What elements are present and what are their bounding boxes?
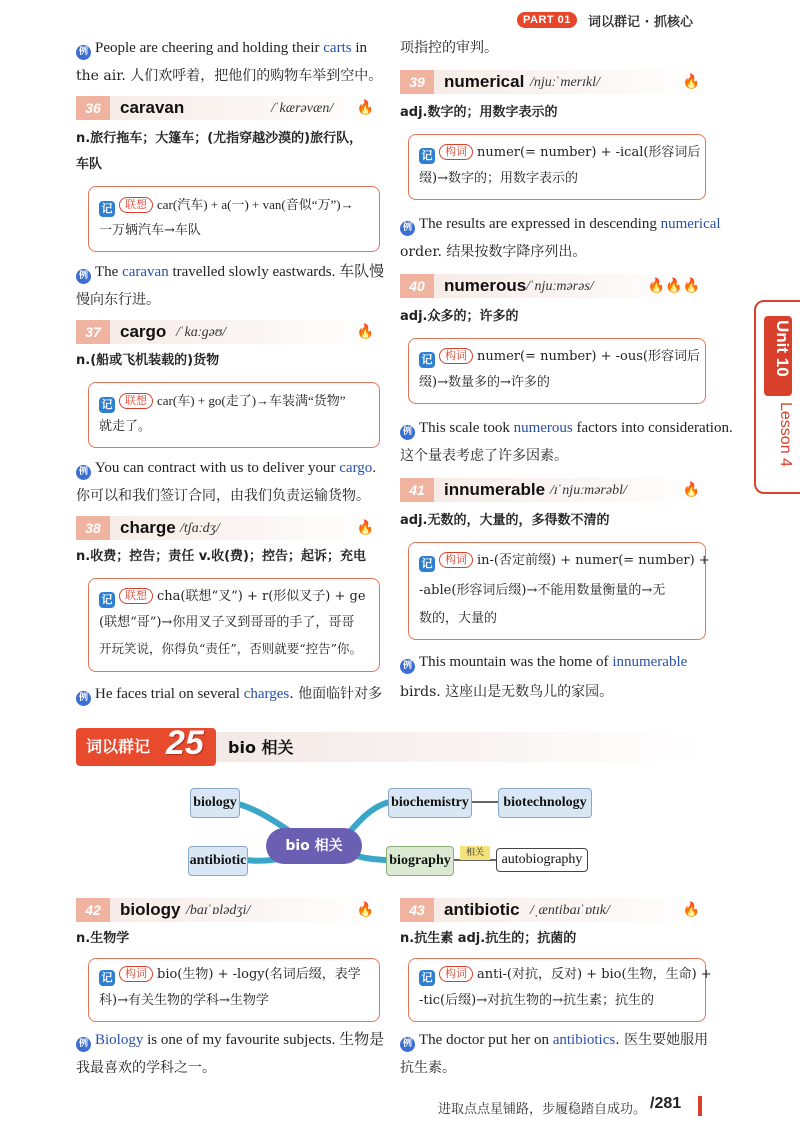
example-sentence: 例 This scale took numerous factors into consideration. — [400, 418, 733, 440]
memory-icon: 记 — [419, 148, 435, 164]
frequency-flame-icon: 🔥 — [356, 100, 374, 116]
example-translation: 你可以和我们签订合同，由我们负责运输货物。 — [76, 488, 370, 504]
section-banner — [76, 724, 706, 762]
memo-tag: 联想 — [119, 197, 153, 213]
headword: numerous — [444, 276, 527, 295]
pronunciation: /njuːˈmerɪkl/ — [530, 75, 600, 90]
entry-number: 43 — [400, 898, 434, 922]
pronunciation: /ɪˈnjuːmərəbl/ — [550, 483, 627, 498]
definition: n.收费；控告；责任 v.收(费)；控告；起诉；充电 — [76, 549, 366, 564]
entry-number: 42 — [76, 898, 110, 922]
example-sentence: 例 People are cheering and holding their carts in — [76, 38, 367, 60]
example-translation: 慢向东行进。 — [76, 292, 160, 308]
frequency-flame-icon: 🔥 — [356, 324, 374, 340]
memo-text: 科)→有关生物的学科→生物学 — [99, 993, 269, 1008]
footer-motto: 进取点点星铺路，步履稳踏自成功。 — [438, 1102, 647, 1117]
node-antibiotic: antibiotic — [188, 846, 248, 876]
example-sentence: 例 The caravan travelled slowly eastwards. 车队慢 — [76, 262, 384, 284]
lesson-label: Lesson 4 — [777, 402, 794, 467]
example-sentence: 例 He faces trial on several charges. 他面临针对多 — [76, 684, 382, 706]
entry-antibiotic — [400, 898, 704, 922]
memory-box: 记 联想 car(汽车) + a(一) + van(音似“万”)→ 一万辆汽车→车队 — [88, 186, 380, 252]
memo-tag: 构词 — [439, 144, 473, 160]
page-marker — [698, 1096, 702, 1116]
memory-box: 记 构词 anti-(对抗，反对) + bio(生物，生命) + -tic(后缀)→对抗生物的→抗生素；抗生的 — [408, 958, 706, 1022]
example-icon: 例 — [400, 221, 415, 236]
definition: adj.无数的，大量的，多得数不清的 — [400, 513, 610, 528]
memo-tag: 联想 — [119, 393, 153, 409]
memo-text: -able(形容词后缀)→不能用数量衡量的→无 — [419, 583, 666, 598]
memo-text: 数的，大量的 — [419, 611, 498, 626]
memory-icon: 记 — [99, 592, 115, 608]
frequency-flame-icon: 🔥 — [682, 74, 700, 90]
page-number: /281 — [650, 1095, 682, 1112]
example-translation: 项指控的审判。 — [400, 40, 498, 56]
node-biography: biography — [386, 846, 454, 876]
example-translation: birds. 这座山是无数鸟儿的家园。 — [400, 684, 614, 700]
example-icon: 例 — [400, 425, 415, 440]
node-biotechnology: biotechnology — [498, 788, 592, 818]
memory-icon: 记 — [419, 556, 435, 572]
example-icon: 例 — [400, 659, 415, 674]
frequency-flame-icon: 🔥 — [682, 902, 700, 918]
headword: numerical — [444, 72, 525, 91]
memo-tag: 构词 — [439, 552, 473, 568]
frequency-flame-icon: 🔥 — [356, 902, 374, 918]
memory-box: 记 构词 in-(否定前缀) + numer(= number) + -able(形容词后缀)→不能用数量衡量的→无 数的，大量的 — [408, 542, 706, 640]
example-icon: 例 — [76, 465, 91, 480]
memo-tag: 构词 — [439, 348, 473, 364]
pronunciation: /ˌæntibaɪˈɒtɪk/ — [530, 903, 610, 918]
example-translation: order. 结果按数字降序列出。 — [400, 244, 587, 260]
section-badge — [76, 724, 216, 766]
entry-number: 37 — [76, 320, 110, 344]
definition: n.生物学 — [76, 931, 130, 946]
definition: adj.数字的；用数字表示的 — [400, 105, 558, 120]
memo-text: 一万辆汽车→车队 — [99, 223, 201, 238]
definition-cont: 车队 — [76, 157, 103, 172]
memory-box: 记 构词 bio(生物) + -logy(名词后缀，表学 科)→有关生物的学科→生物学 — [88, 958, 380, 1022]
entry-number: 41 — [400, 478, 434, 502]
memory-icon: 记 — [99, 970, 115, 986]
headword: cargo — [120, 322, 167, 341]
entry-numerous — [400, 274, 704, 298]
section-subtitle: bio 相关 — [228, 738, 294, 757]
pronunciation: /ˈkærəvæn/ — [271, 101, 334, 116]
memory-box: 记 构词 numer(= number) + -ous(形容词后 缀)→数量多的→许多的 — [408, 338, 706, 404]
definition: n.抗生素 adj.抗生的；抗菌的 — [400, 931, 577, 946]
memo-tag: 构词 — [439, 966, 473, 982]
entry-number: 36 — [76, 96, 110, 120]
example-translation: 抗生素。 — [400, 1060, 456, 1076]
example-icon: 例 — [76, 1037, 91, 1052]
unit-side-tab — [754, 300, 800, 494]
node-autobiography: autobiography — [496, 848, 588, 872]
mindmap-center: bio 相关 — [266, 828, 362, 864]
memory-box: 记 联想 cha(联想“叉”) + r(形似叉子) + ge (联想“哥”)→你用叉子叉到哥哥的手了，哥哥 开玩笑说，你得负“责任”，否则就要“控告”你。 — [88, 578, 380, 672]
example-sentence: 例 The results are expressed in descending numerical — [400, 214, 721, 236]
entry-charge — [76, 516, 378, 540]
memo-tag: 构词 — [119, 966, 153, 982]
definition: adj.众多的；许多的 — [400, 309, 519, 324]
definition: n.(船或飞机装载的)货物 — [76, 353, 220, 368]
headword: antibiotic — [444, 900, 520, 919]
memory-box: 记 构词 numer(= number) + -ical(形容词后 缀)→数字的；用数字表示的 — [408, 134, 706, 200]
node-biochemistry: biochemistry — [388, 788, 472, 818]
pronunciation: /ˈkɑːgəʊ/ — [176, 325, 227, 340]
definition: n.旅行拖车；大篷车；(尤指穿越沙漠的)旅行队， — [76, 131, 363, 146]
example-sentence: 例 Biology is one of my favourite subjects. 生物是 — [76, 1030, 384, 1052]
node-biology: biology — [190, 788, 240, 818]
section-number: 25 — [166, 724, 204, 762]
memory-icon: 记 — [419, 970, 435, 986]
example-icon: 例 — [76, 269, 91, 284]
example-icon: 例 — [76, 45, 91, 60]
example-icon: 例 — [400, 1037, 415, 1052]
entry-number: 39 — [400, 70, 434, 94]
header-title: 词以群记 · 抓核心 — [588, 15, 693, 30]
entry-number: 38 — [76, 516, 110, 540]
memory-box: 记 联想 car(车) + go(走了)→车装满“货物” 就走了。 — [88, 382, 380, 448]
example-sentence: 例 This mountain was the home of innumerable — [400, 652, 687, 674]
headword: charge — [120, 518, 176, 537]
example-translation: the air. 人们欢呼着，把他们的购物车举到空中。 — [76, 68, 383, 84]
example-sentence: 例 You can contract with us to deliver your cargo. — [76, 458, 376, 480]
memo-tag: 联想 — [119, 588, 153, 604]
example-translation: 我最喜欢的学科之一。 — [76, 1060, 216, 1076]
pronunciation: /baɪˈɒlədʒi/ — [186, 903, 251, 918]
relation-tag: 相关 — [460, 846, 490, 860]
memo-text: 缀)→数量多的→许多的 — [419, 375, 550, 390]
entry-caravan — [76, 96, 378, 120]
entry-biology — [76, 898, 378, 922]
example-translation: 这个量表考虑了许多因素。 — [400, 448, 568, 464]
entry-number: 40 — [400, 274, 434, 298]
entry-innumerable — [400, 478, 704, 502]
entry-cargo — [76, 320, 378, 344]
memo-text: -tic(后缀)→对抗生物的→抗生素；抗生的 — [419, 993, 654, 1008]
entry-numerical — [400, 70, 704, 94]
section-label: 词以群记 — [86, 737, 151, 756]
frequency-flame-icon: 🔥 — [682, 482, 700, 498]
frequency-flame-icon: 🔥🔥🔥 — [647, 278, 700, 294]
unit-label: Unit 10 — [773, 320, 792, 377]
example-icon: 例 — [76, 691, 91, 706]
memory-icon: 记 — [99, 397, 115, 413]
memo-text: (联想“哥”)→你用叉子叉到哥哥的手了，哥哥 — [99, 615, 355, 630]
memory-icon: 记 — [419, 352, 435, 368]
pronunciation: /tʃɑːdʒ/ — [180, 521, 220, 536]
memo-text: 开玩笑说，你得负“责任”，否则就要“控告”你。 — [99, 641, 363, 656]
memory-icon: 记 — [99, 201, 115, 217]
headword: caravan — [120, 98, 185, 117]
example-sentence: 例 The doctor put her on antibiotics. 医生要她服用 — [400, 1030, 708, 1052]
headword: biology — [120, 900, 181, 919]
memo-text: 就走了。 — [99, 419, 152, 434]
memo-text: 缀)→数字的；用数字表示的 — [419, 171, 578, 186]
part-badge: PART 01 — [517, 12, 577, 28]
frequency-flame-icon: 🔥 — [356, 520, 374, 536]
headword: innumerable — [444, 480, 546, 499]
pronunciation: /ˈnjuːmərəs/ — [526, 279, 594, 294]
